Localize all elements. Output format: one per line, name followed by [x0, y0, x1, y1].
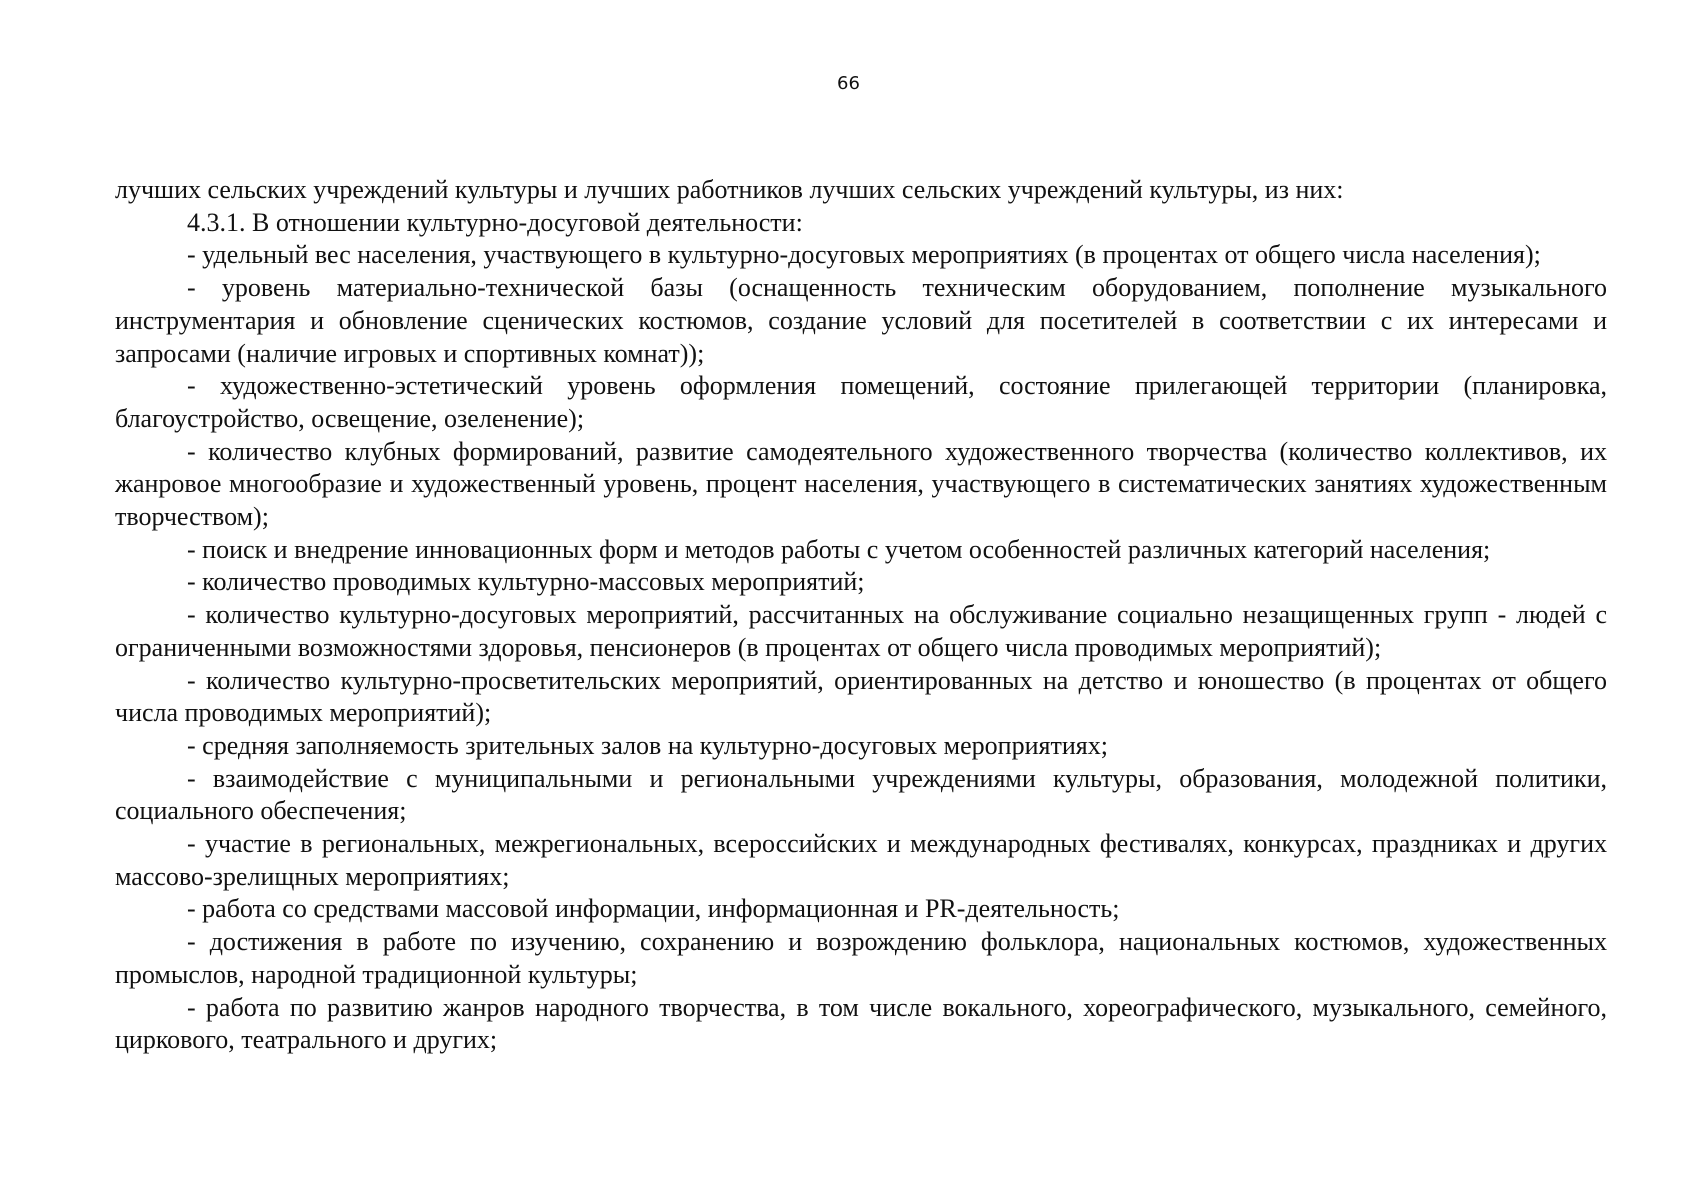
criteria-item: - количество культурно-просветительских мероприятий, ориентированных на детство и юношество (в процентах от общего числа проводимых мероприятий);: [115, 665, 1607, 728]
paragraph-continuation: лучших сельских учреждений культуры и лучших работников лучших сельских учреждений культуры, из них:: [115, 175, 1344, 204]
criteria-item: - работа по развитию жанров народного творчества, в том числе вокального, хореографического, музыкального, семейного, циркового, театрального и других;: [115, 992, 1607, 1055]
criteria-item: - работа со средствами массовой информации, информационная и PR-деятельность;: [187, 894, 1120, 924]
section-heading-4-3-1: 4.3.1. В отношении культурно-досуговой деятельности:: [187, 207, 803, 237]
criteria-item: - количество проводимых культурно-массовых мероприятий;: [187, 567, 865, 597]
criteria-item: - поиск и внедрение инновационных форм и методов работы с учетом особенностей различных категорий населения;: [187, 534, 1491, 564]
criteria-item: - средняя заполняемость зрительных залов на культурно-досуговых мероприятиях;: [187, 730, 1108, 760]
criteria-item: - уровень материально-технической базы (оснащенность техническим оборудованием, пополнение музыкального инструментария и обновление сценических костюмов, создание условий для посетителей в соответствии с их интересами и запросами (наличие игровых и спортивных комнат));: [115, 273, 1607, 368]
criteria-item: - достижения в работе по изучению, сохранению и возрождению фольклора, национальных костюмов, художественных промыслов, народной традиционной культуры;: [115, 927, 1607, 989]
criteria-item: - количество культурно-досуговых мероприятий, рассчитанных на обслуживание социально незащищенных групп - людей с ограниченными возможностями здоровья, пенсионеров (в процентах от общего числа проводимых мероприятий);: [115, 600, 1607, 662]
document-body: [115, 174, 1607, 1057]
page-number: 66: [837, 73, 860, 94]
criteria-item: - художественно-эстетический уровень оформления помещений, состояние прилегающей территории (планировка, благоустройство, освещение, озеленение);: [115, 371, 1607, 433]
criteria-item: - количество клубных формирований, развитие самодеятельного художественного творчества (количество коллективов, их жанровое многообразие и художественный уровень, процент населения, участвующего в систематических занятиях художественным творчеством);: [115, 436, 1607, 532]
criteria-item: - удельный вес населения, участвующего в культурно-досуговых мероприятиях (в процентах от общего числа населения);: [187, 240, 1541, 270]
criteria-item: - участие в региональных, межрегиональных, всероссийских и международных фестивалях, конкурсах, праздниках и других массово-зрелищных мероприятиях;: [115, 829, 1607, 891]
criteria-item: - взаимодействие с муниципальными и региональными учреждениями культуры, образования, молодежной политики, социального обеспечения;: [115, 763, 1607, 826]
